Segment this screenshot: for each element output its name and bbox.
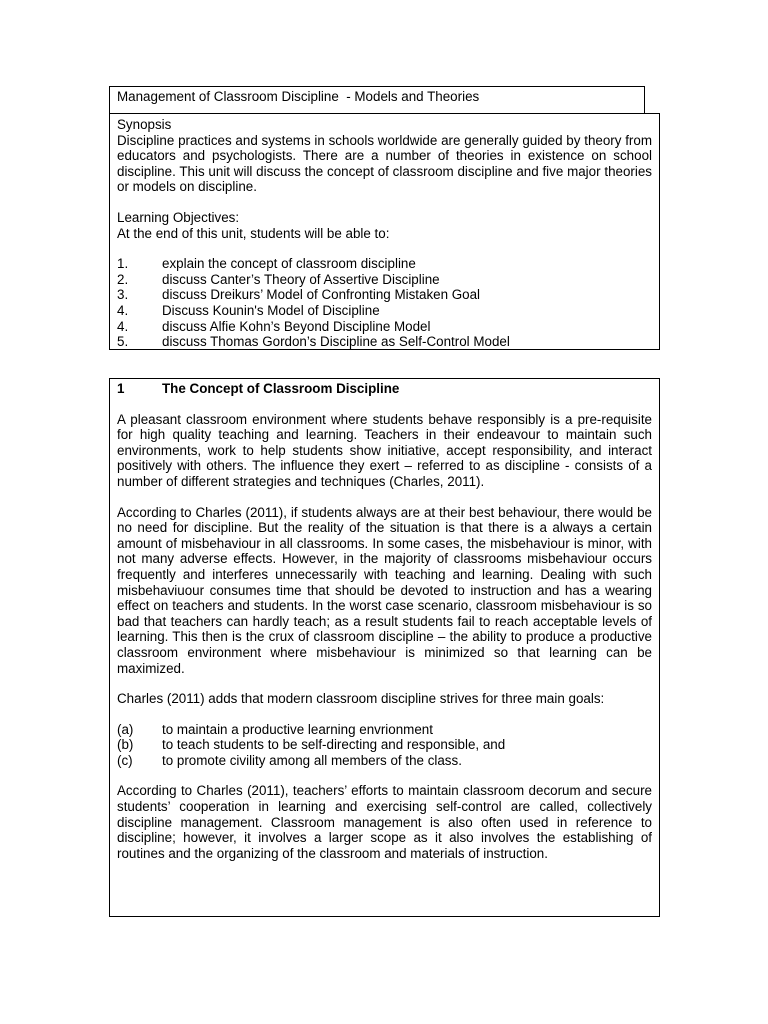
goal-item	[117, 737, 652, 753]
objective-text: discuss Thomas Gordon’s Discipline as Self-Control Model	[162, 334, 510, 350]
goal-item	[117, 753, 652, 769]
goals-list	[117, 722, 652, 769]
paragraph-2: According to Charles (2011), if students always are at their best behaviour, there would be no need for discipline. But the reality of the situation is that there is a always a certain amount of misbehaviour in all classrooms. In some cases, the misbehaviour is minor, with not many adverse effects. However, in the majority of classrooms misbehaviour occurs frequently and interferes unnecessarily with teaching and learning. Dealing with such misbehaviuour consumes time that should be devoted to instruction and has a wearing effect on teachers and students. In the worst case scenario, classroom misbehaviour is so bad that teachers can hardly teach; as a result students fail to reach acceptable levels of learning. This then is the crux of classroom discipline – the ability to produce a productive classroom environment where misbehaviour is minimized so that learning can be maximized.	[117, 504, 652, 676]
objective-item	[117, 319, 652, 335]
objective-item	[117, 272, 652, 288]
paragraph-1: A pleasant classroom environment where students behave responsibly is a pre-requisite for high quality teaching and learning. Teachers in their endeavour to maintain such environments, work to help students show initiative, accept responsibility, and interact positively with others. The influence they exert – referred to as discipline - consists of a number of different strategies and techniques (Charles, 2011).	[117, 411, 652, 489]
objective-number: 5.	[117, 334, 129, 350]
objectives-intro: At the end of this unit, students will be able to:	[117, 225, 390, 241]
goal-text: to teach students to be self-directing and responsible, and	[162, 737, 506, 753]
objective-item	[117, 256, 652, 272]
objective-text: Discuss Kounin's Model of Discipline	[162, 302, 380, 318]
section-title: The Concept of Classroom Discipline	[162, 381, 400, 396]
objective-text: discuss Canter’s Theory of Assertive Discipline	[162, 271, 440, 287]
objective-number: 3.	[117, 287, 129, 303]
goal-item	[117, 722, 652, 738]
synopsis-box	[109, 113, 660, 350]
synopsis-text: Discipline practices and systems in schools worldwide are generally guided by theory from educators and psychologists. There are a number of theories in existence on school discipline. This unit will discuss the concept of classroom discipline and five major theories or models on discipline.	[117, 132, 652, 195]
objective-text: discuss Dreikurs’ Model of Confronting Mistaken Goal	[162, 287, 481, 303]
objective-number: 1.	[117, 256, 129, 272]
goal-text: to maintain a productive learning envrionment	[162, 721, 433, 737]
paragraph-4: According to Charles (2011), teachers’ efforts to maintain classroom decorum and secure students’ cooperation in learning and exercising self-control are called, collectively discipline management. Classroom management is also often used in reference to discipline; however, it involves a larger scope as it also involves the establishing of routines and the organizing of the classroom and materials of instruction.	[117, 783, 652, 861]
paragraph-3: Charles (2011) adds that modern classroom discipline strives for three main goals:	[117, 691, 605, 707]
objective-number: 4.	[117, 302, 129, 318]
goal-label: (a)	[117, 721, 134, 737]
objective-item	[117, 303, 652, 319]
objective-number: 2.	[117, 271, 129, 287]
goal-label: (b)	[117, 737, 134, 753]
concept-section-box	[109, 378, 660, 917]
objective-item	[117, 287, 652, 303]
title-box	[109, 86, 645, 114]
objective-text: discuss Alfie Kohn’s Beyond Discipline Model	[162, 318, 431, 334]
document-title: Management of Classroom Discipline - Models and Theories	[117, 89, 480, 104]
objectives-list	[117, 256, 652, 350]
goal-text: to promote civility among all members of the class.	[162, 752, 462, 768]
objective-number: 4.	[117, 318, 129, 334]
section-heading	[117, 381, 652, 397]
objective-text: explain the concept of classroom discipline	[162, 256, 416, 272]
section-number: 1	[117, 381, 125, 396]
objectives-heading: Learning Objectives:	[117, 209, 240, 225]
synopsis-heading: Synopsis	[117, 117, 172, 132]
objective-item	[117, 334, 652, 350]
goal-label: (c)	[117, 752, 133, 768]
